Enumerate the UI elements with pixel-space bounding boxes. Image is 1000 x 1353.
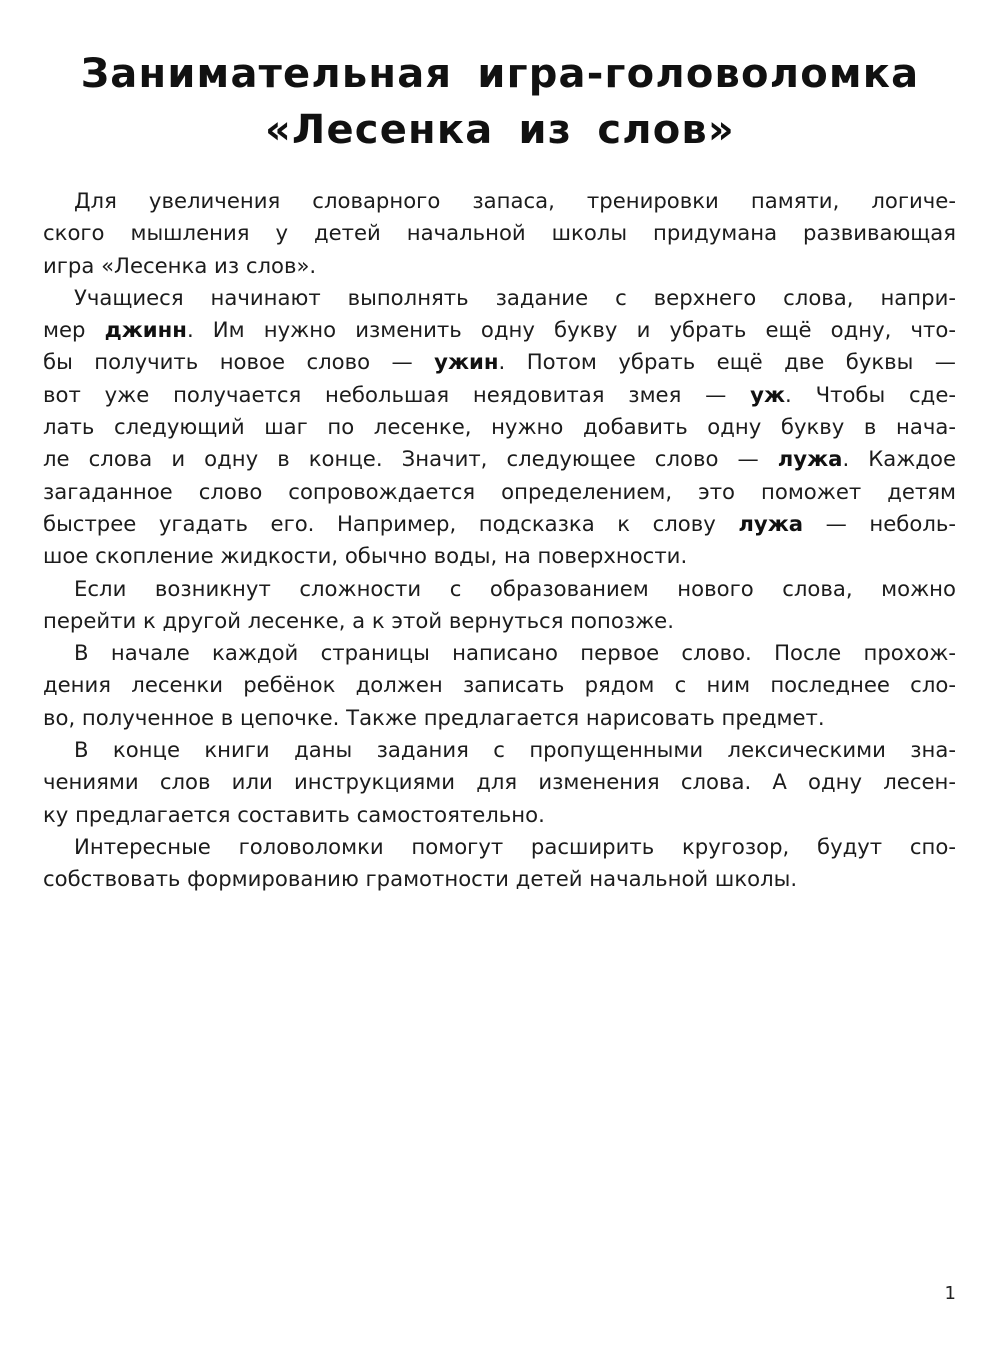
text-line (43, 379, 956, 411)
text-run: вот уже получается небольшая неядовитая змея — (43, 381, 751, 407)
text-line: Учащиеся начинают выполнять задание с верхнего слова, напри- (74, 284, 956, 310)
text-line: собствовать формированию грамотности детей начальной школы. (43, 866, 798, 892)
text-run: ле слова и одну в конце. Значит, следующее слово — (43, 446, 778, 472)
page-title (0, 46, 1000, 158)
text-run: мер (43, 317, 105, 343)
paragraph (43, 573, 956, 638)
text-run: бы получить новое слово — (43, 349, 435, 375)
text-line: В начале каждой страницы написано первое слово. После прохож- (74, 640, 956, 666)
text-line: дения лесенки ребёнок должен записать рядом с ним последнее сло- (43, 672, 956, 698)
text-run: быстрее угадать его. Например, подсказка к слову (43, 510, 739, 536)
text-line: Интересные головоломки помогут расширить кругозор, будут спо- (74, 833, 956, 859)
page-number: 1 (944, 1283, 956, 1304)
text-line: лать следующий шаг по лесенке, нужно добавить одну букву в нача- (43, 414, 956, 440)
text-line: во, полученное в цепочке. Также предлагается нарисовать предмет. (43, 704, 825, 730)
paragraph (43, 734, 956, 831)
keyword-djinn: джинн (104, 317, 187, 343)
keyword-luzha: лужа (777, 446, 843, 472)
text-run: — неболь- (803, 510, 956, 536)
text-line: перейти к другой лесенке, а к этой вернуться попозже. (43, 607, 674, 633)
text-line: загаданное слово сопровождается определением, это поможет детям (43, 478, 956, 504)
body-text (43, 185, 956, 896)
text-line (43, 346, 956, 378)
text-run: . Каждое (842, 446, 956, 472)
text-line: чениями слов или инструкциями для изменения слова. А одну лесен- (43, 769, 956, 795)
text-line: Для увеличения словарного запаса, тренировки памяти, логиче- (74, 188, 956, 213)
title-line-1: Занимательная игра-головоломка (80, 51, 920, 97)
title-line-2: «Лесенка из слов» (265, 107, 735, 153)
text-line: ку предлагается составить самостоятельно. (43, 801, 545, 827)
paragraph (43, 831, 956, 896)
paragraph (43, 282, 956, 573)
text-line: ского мышления у детей начальной школы придумана развивающая (43, 220, 956, 246)
text-line: Если возникнут сложности с образованием нового слова, можно (74, 575, 956, 601)
text-run: . Им нужно изменить одну букву и убрать ещё одну, что- (186, 317, 956, 343)
paragraph (43, 637, 956, 734)
text-run: . Чтобы сде- (785, 381, 956, 407)
text-line (43, 508, 956, 540)
text-line (43, 314, 956, 346)
text-line: шое скопление жидкости, обычно воды, на поверхности. (43, 543, 688, 569)
keyword-uzh: уж (750, 381, 786, 407)
text-line (43, 443, 956, 475)
text-run: . Потом убрать ещё две буквы — (498, 349, 956, 375)
text-line: игра «Лесенка из слов». (43, 252, 317, 278)
text-line: В конце книги даны задания с пропущенными лексическими зна- (74, 737, 956, 763)
keyword-luzha: лужа (738, 510, 804, 536)
paragraph (43, 185, 956, 282)
keyword-uzhin: ужин (434, 349, 499, 375)
